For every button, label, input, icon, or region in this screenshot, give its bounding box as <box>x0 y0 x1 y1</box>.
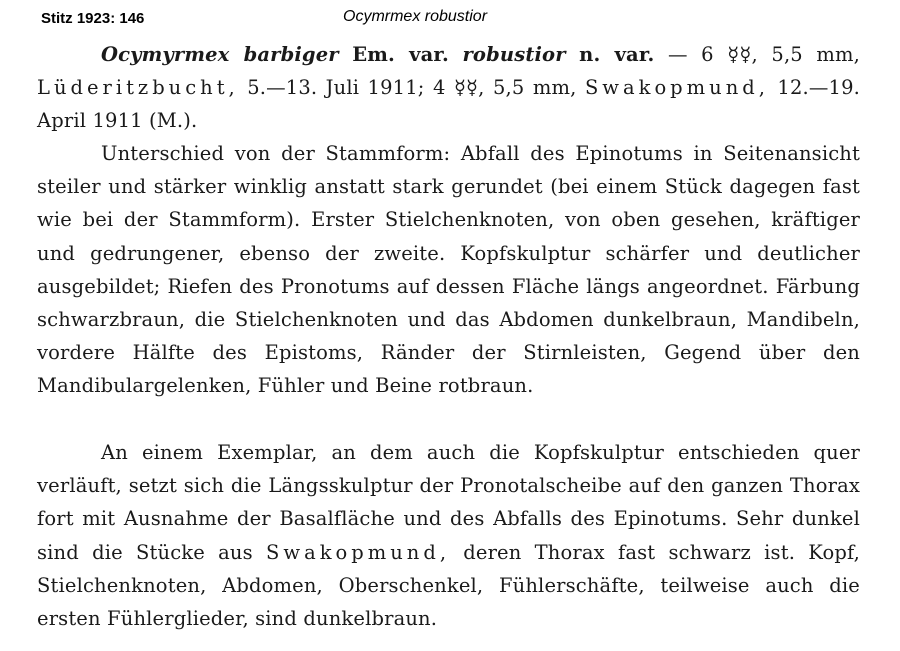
new-variety-label: n. var. <box>579 43 655 66</box>
specimen-notes-text-1: An einem Exemplar, an dem auch die Kopfskulptur entschieden quer verläuft, setzt sich die Längsskulptur der Pronotalscheibe auf den ganzen Thorax fort mit Ausnahme der Basalfläche und des Abfalls des Epinotums. Sehr dunkel sind die Stücke aus <box>37 441 860 564</box>
taxon-title: Ocymrmex robustior <box>343 8 488 25</box>
taxon-description-paragraph <box>37 38 860 138</box>
specimen-count-1: — 6 ☿☿, 5,5 mm, <box>667 43 861 66</box>
variety-name: robustior <box>462 43 566 66</box>
locality-3: Swakopmund, <box>266 540 451 564</box>
locality-1: Lüderitzbucht, <box>37 76 239 100</box>
locality-2: Swakopmund, <box>584 76 769 100</box>
species-name: Ocymyrmex barbiger <box>101 43 339 66</box>
collection-date-2: 12.—19. April 1911 (M.). <box>37 76 860 133</box>
specimen-notes-paragraph <box>37 436 860 635</box>
author-abbrev: Em. var. <box>352 43 449 66</box>
specimen-notes-text-2: deren Thorax fast schwarz ist. Kopf, Stielchenknoten, Abdomen, Oberschenkel, Fühlerschäfte, teilweise auch die ersten Fühlerglieder, sind dunkelbraun. <box>37 540 860 631</box>
differences-paragraph: Unterschied von der Stammform: Abfall des Epinotums in Seitenansicht steiler und stärker winklig anstatt stark gerundet (bei einem Stück dagegen fast wie bei der Stammform). Erster Stielchenknoten, von oben gesehen, kräftiger und gedrungener, ebenso der zweite. Kopfskulptur schärfer und deutlicher ausgebildet; Riefen des Pronotums auf dessen Fläche längs angeordnet. Färbung schwarzbraun, die Stielchenknoten und das Abdomen dunkelbraun, Mandibeln, vordere Hälfte des Epistoms, Ränder der Stirnleisten, Gegend über den Mandibulargelenken, Fühler und Beine rotbraun. <box>37 142 860 398</box>
collection-date-1: 5.—13. Juli 1911; 4 ☿☿, 5,5 mm, <box>247 76 577 100</box>
citation-label: Stitz 1923: 146 <box>41 10 145 27</box>
